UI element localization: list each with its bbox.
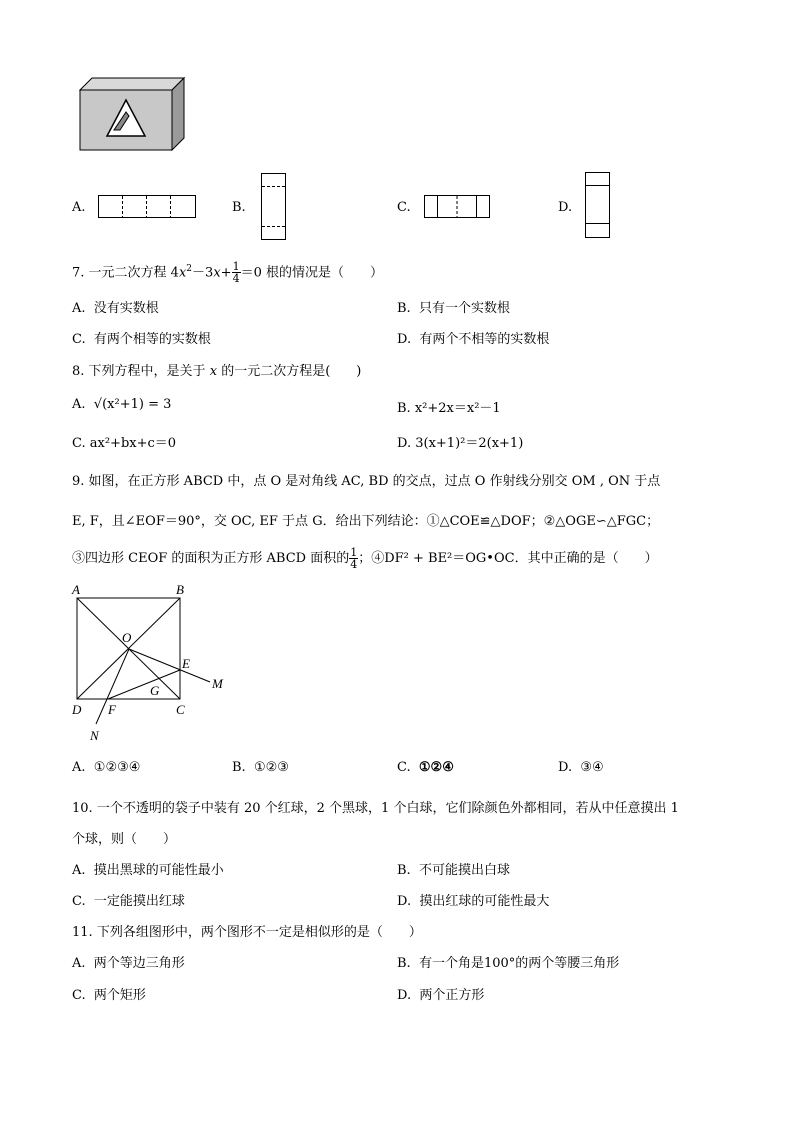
q9-label-m: M	[212, 676, 223, 691]
q11-option-d: D. 两个正方形	[397, 988, 485, 1003]
q8-option-b: B. x²+2x＝x²－1	[397, 401, 501, 416]
q8-stem-pre: 下列方程中，是关于	[88, 364, 206, 379]
q9-label-e: E	[182, 656, 190, 671]
q9-label-g: G	[150, 683, 160, 698]
q9-geometry-figure	[70, 582, 230, 742]
q8-stem	[72, 360, 361, 379]
q9-option-b: B. ①②③	[232, 760, 289, 775]
q11-option-a: A. 两个等边三角形	[72, 956, 185, 971]
q10-number: 10.	[72, 801, 93, 816]
q9-stem-line3: ③四边形 CEOF 的面积为正方形 ABCD 面积的 $\frac{1}{4}$ ；④DF² + BE²＝OG•OC．其中正确的是（ ）	[72, 546, 658, 571]
q11-number: 11.	[72, 925, 93, 940]
q10-option-a: A. 摸出黑球的可能性最小	[72, 863, 224, 878]
q11-option-b: B. 有一个角是100°的两个等腰三角形	[397, 956, 620, 971]
q9-label-d: D	[72, 702, 82, 717]
q6-option-d-figure	[585, 172, 611, 240]
q6-option-c-figure	[424, 195, 492, 219]
q10-option-c: C. 一定能摸出红球	[72, 894, 185, 909]
q9-number: 9.	[72, 474, 85, 489]
q6-option-b-label: B.	[232, 200, 246, 215]
q9-label-o: O	[122, 630, 132, 645]
q7-stem: 7. 一元二次方程 $4x^2-3x+$ $\frac{1}{4}$ ＝0 根的情况是（ ）	[72, 260, 383, 286]
q7-stem-mid: －3	[192, 265, 214, 281]
q7-option-b: B. 只有一个实数根	[397, 301, 510, 316]
q7-fraction: $\frac{1}{4}$	[232, 260, 240, 286]
q8-stem-var: x	[209, 364, 218, 379]
q8-number: 8.	[72, 364, 85, 379]
q7-option-c: C. 有两个相等的实数根	[72, 332, 211, 347]
q9-label-c: C	[176, 702, 185, 717]
q9-stem-line2: E, F，且∠EOF＝90°，交 OC, EF 于点 G．给出下列结论：①△COE≌△DOF；②△OGE∽△FGC；	[72, 514, 660, 529]
q10-stem-line2: 个球，则（ ）	[72, 832, 177, 847]
q8-option-c: C. ax²+bx+c＝0	[72, 436, 177, 451]
q6-option-c-label: C.	[397, 200, 411, 215]
q8-option-d: D. 3(x+1)²＝2(x+1)	[397, 436, 524, 451]
q7-option-a: A. 没有实数根	[72, 301, 159, 316]
q8-stem-post: 的一元二次方程是( )	[221, 364, 362, 379]
q7-option-d: D. 有两个不相等的实数根	[397, 332, 550, 347]
q9-stem-line1: 9. 如图，在正方形 ABCD 中，点 O 是对角线 AC, BD 的交点，过点 O 作射线分别交 OM , ON 于点	[72, 474, 661, 489]
q9-option-d: D. ③④	[558, 760, 604, 775]
q7-number: 7.	[72, 265, 85, 281]
q11-stem: 11. 下列各组图形中，两个图形不一定是相似形的是（ ）	[72, 925, 422, 940]
q6-option-a-figure	[98, 195, 198, 219]
q9-label-f: F	[108, 702, 116, 717]
q8-option-a: A. √(x²+1) = 3	[72, 397, 172, 412]
q6-option-a-label: A.	[72, 200, 86, 215]
q9-label-b: B	[176, 582, 184, 597]
q9-option-a: A. ①②③④	[72, 760, 141, 775]
q9-fraction: $\frac{1}{4}$	[350, 546, 358, 571]
q9-label-a: A	[72, 582, 80, 597]
q10-option-d: D. 摸出红球的可能性最大	[397, 894, 550, 909]
q9-label-n: N	[90, 728, 99, 743]
q7-stem-post: ＝0 根的情况是（ ）	[240, 265, 383, 281]
q6-solid-figure	[80, 78, 190, 153]
q7-stem-pre: 一元二次方程 4	[88, 265, 179, 281]
q11-option-c: C. 两个矩形	[72, 988, 146, 1003]
q10-stem-line1: 10. 一个不透明的袋子中装有 20 个红球，2 个黑球，1 个白球，它们除颜色外都相同，若从中任意摸出 1	[72, 801, 679, 816]
q9-option-c: C. ①②④	[397, 760, 454, 775]
q6-option-b-figure	[261, 173, 287, 241]
q6-option-d-label: D.	[558, 200, 573, 215]
q10-option-b: B. 不可能摸出白球	[397, 863, 510, 878]
